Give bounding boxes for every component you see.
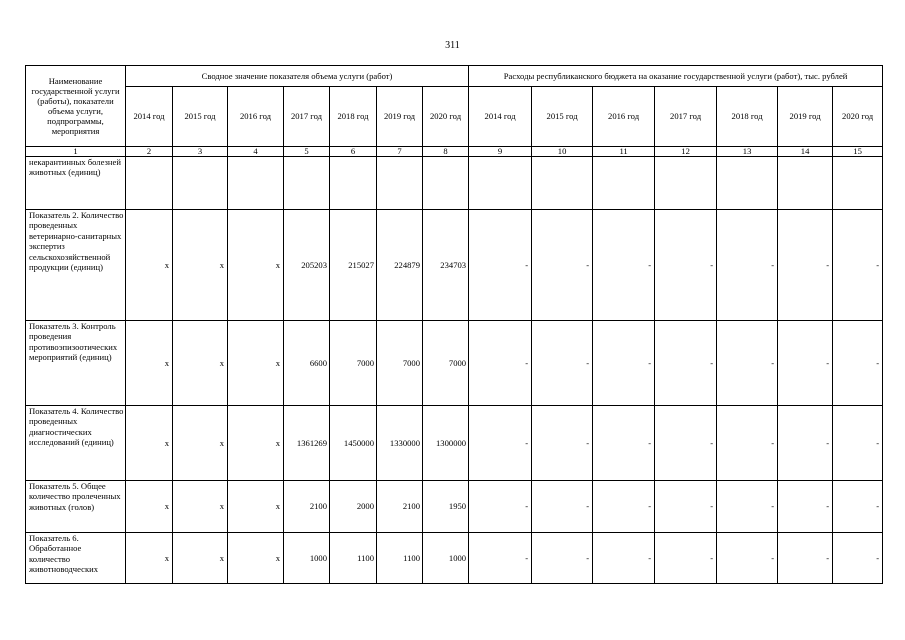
- header-budget-group: Расходы республиканского бюджета на оказание государственной услуги (работ), тыс. рублей: [469, 66, 883, 87]
- budget-cell: [532, 157, 593, 210]
- header-volume-year: 2019 год: [377, 87, 423, 147]
- row-name: некарантинных болезней животных (единиц): [26, 157, 126, 210]
- table-row: [26, 157, 883, 210]
- volume-cell: 2100: [284, 481, 330, 533]
- table-row: [26, 533, 883, 584]
- budget-cell: -: [593, 210, 655, 321]
- volume-cell: 1300000: [423, 406, 469, 481]
- budget-cell: -: [833, 533, 883, 584]
- header-volume-year: 2018 год: [330, 87, 377, 147]
- row-name: Показатель 4. Количество проведенных диагностических исследований (единиц): [26, 406, 126, 481]
- budget-cell: -: [778, 533, 833, 584]
- column-number: 5: [284, 147, 330, 157]
- budget-cell: -: [532, 533, 593, 584]
- budget-cell: -: [469, 210, 532, 321]
- header-volume-year: 2020 год: [423, 87, 469, 147]
- budget-cell: -: [655, 321, 717, 406]
- budget-cell: -: [833, 481, 883, 533]
- budget-cell: -: [593, 533, 655, 584]
- budget-cell: -: [532, 481, 593, 533]
- header-volume-group: Сводное значение показателя объема услуги (работ): [126, 66, 469, 87]
- volume-cell: [377, 157, 423, 210]
- header-budget-year: 2017 год: [655, 87, 717, 147]
- volume-cell: х: [228, 321, 284, 406]
- header-budget-year: 2016 год: [593, 87, 655, 147]
- header-budget-year: 2015 год: [532, 87, 593, 147]
- column-number: 1: [26, 147, 126, 157]
- budget-cell: -: [833, 406, 883, 481]
- header-volume-year: 2015 год: [173, 87, 228, 147]
- volume-cell: х: [228, 533, 284, 584]
- budget-cell: -: [593, 406, 655, 481]
- budget-cell: -: [717, 533, 778, 584]
- volume-cell: [126, 157, 173, 210]
- budget-cell: -: [593, 481, 655, 533]
- column-number: 9: [469, 147, 532, 157]
- row-name: Показатель 2. Количество проведенных ветеринарно-санитарных экспертиз сельскохозяйственной продукции (единиц): [26, 210, 126, 321]
- volume-cell: х: [126, 406, 173, 481]
- volume-cell: [228, 157, 284, 210]
- budget-cell: -: [469, 406, 532, 481]
- volume-cell: 6600: [284, 321, 330, 406]
- volume-cell: 1000: [423, 533, 469, 584]
- volume-cell: 234703: [423, 210, 469, 321]
- budget-cell: [717, 157, 778, 210]
- row-name: Показатель 3. Контроль проведения противоэпизоотических мероприятий (единиц): [26, 321, 126, 406]
- budget-cell: -: [655, 481, 717, 533]
- budget-cell: [655, 157, 717, 210]
- volume-cell: 1950: [423, 481, 469, 533]
- volume-cell: 7000: [377, 321, 423, 406]
- volume-cell: 1000: [284, 533, 330, 584]
- volume-cell: [330, 157, 377, 210]
- column-number: 4: [228, 147, 284, 157]
- volume-cell: 215027: [330, 210, 377, 321]
- budget-cell: -: [778, 321, 833, 406]
- budget-cell: [593, 157, 655, 210]
- budget-cell: -: [717, 406, 778, 481]
- volume-cell: 205203: [284, 210, 330, 321]
- volume-cell: х: [173, 321, 228, 406]
- column-number: 13: [717, 147, 778, 157]
- budget-cell: -: [655, 533, 717, 584]
- volume-cell: х: [173, 406, 228, 481]
- budget-cell: -: [833, 210, 883, 321]
- volume-cell: х: [228, 210, 284, 321]
- header-budget-year: 2018 год: [717, 87, 778, 147]
- volume-cell: 2000: [330, 481, 377, 533]
- volume-cell: х: [126, 321, 173, 406]
- volume-cell: 2100: [377, 481, 423, 533]
- column-number: 2: [126, 147, 173, 157]
- volume-cell: х: [126, 481, 173, 533]
- budget-cell: -: [778, 481, 833, 533]
- budget-cell: -: [833, 321, 883, 406]
- volume-cell: 1361269: [284, 406, 330, 481]
- page-number: 311: [445, 40, 460, 51]
- budget-cell: -: [655, 210, 717, 321]
- header-volume-year: 2016 год: [228, 87, 284, 147]
- table-row: [26, 321, 883, 406]
- budget-cell: [833, 157, 883, 210]
- volume-cell: 1330000: [377, 406, 423, 481]
- volume-cell: х: [228, 406, 284, 481]
- header-year-row: [26, 87, 883, 147]
- volume-cell: 1450000: [330, 406, 377, 481]
- table-row: [26, 406, 883, 481]
- volume-cell: х: [173, 481, 228, 533]
- budget-cell: [469, 157, 532, 210]
- volume-cell: [284, 157, 330, 210]
- header-volume-year: 2014 год: [126, 87, 173, 147]
- table-row: [26, 210, 883, 321]
- table-row: [26, 481, 883, 533]
- volume-cell: 7000: [423, 321, 469, 406]
- volume-cell: 1100: [330, 533, 377, 584]
- budget-cell: -: [593, 321, 655, 406]
- budget-cell: -: [778, 210, 833, 321]
- budget-cell: -: [655, 406, 717, 481]
- table-body: [26, 157, 883, 584]
- column-number: 7: [377, 147, 423, 157]
- volume-cell: х: [126, 533, 173, 584]
- column-number: 11: [593, 147, 655, 157]
- volume-cell: 7000: [330, 321, 377, 406]
- volume-cell: х: [173, 210, 228, 321]
- budget-cell: -: [469, 321, 532, 406]
- header-budget-year: 2020 год: [833, 87, 883, 147]
- header-name-col: Наименование государственной услуги (работы), показатели объема услуги, подпрограммы, мероприятия: [26, 66, 126, 147]
- column-number: 12: [655, 147, 717, 157]
- volume-cell: 224879: [377, 210, 423, 321]
- column-number: 6: [330, 147, 377, 157]
- budget-cell: -: [717, 321, 778, 406]
- header-budget-year: 2014 год: [469, 87, 532, 147]
- budget-table: [25, 65, 883, 584]
- budget-cell: -: [778, 406, 833, 481]
- column-number: 14: [778, 147, 833, 157]
- budget-cell: -: [469, 481, 532, 533]
- budget-cell: -: [532, 406, 593, 481]
- column-number: 3: [173, 147, 228, 157]
- volume-cell: х: [173, 533, 228, 584]
- row-name: Показатель 6. Обработанное количество животноводческих: [26, 533, 126, 584]
- budget-cell: -: [532, 210, 593, 321]
- budget-cell: -: [469, 533, 532, 584]
- budget-cell: [778, 157, 833, 210]
- header-column-numbers: [26, 147, 883, 157]
- budget-cell: -: [717, 210, 778, 321]
- volume-cell: 1100: [377, 533, 423, 584]
- volume-cell: х: [228, 481, 284, 533]
- header-budget-year: 2019 год: [778, 87, 833, 147]
- column-number: 15: [833, 147, 883, 157]
- budget-cell: -: [717, 481, 778, 533]
- budget-cell: -: [532, 321, 593, 406]
- row-name: Показатель 5. Общее количество пролеченных животных (голов): [26, 481, 126, 533]
- volume-cell: [423, 157, 469, 210]
- column-number: 10: [532, 147, 593, 157]
- volume-cell: х: [126, 210, 173, 321]
- column-number: 8: [423, 147, 469, 157]
- header-volume-year: 2017 год: [284, 87, 330, 147]
- volume-cell: [173, 157, 228, 210]
